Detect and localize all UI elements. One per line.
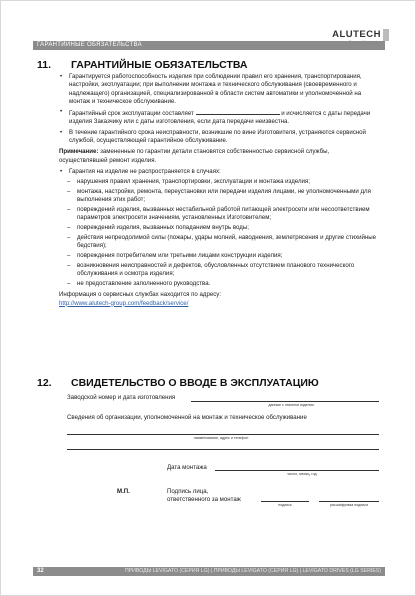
section-12-title: СВИДЕТЕЛЬСТВО О ВВОДЕ В ЭКСПЛУАТАЦИЮ xyxy=(71,377,319,389)
note-label: Примечание: xyxy=(59,148,99,156)
exclusion-item: – не предоставление заполненного руководства. xyxy=(67,280,379,288)
logo-tagline: Group of Companies xyxy=(348,40,381,44)
exclusion-item: – повреждения потребителем или третьими лицами конструкции изделия; xyxy=(67,252,379,260)
section-12-heading xyxy=(37,377,319,389)
footer-bar xyxy=(33,567,385,576)
exclusions-intro: • Гарантия на изделие не распространяется в случаях: xyxy=(59,168,379,176)
logo-brand: ALUTECH xyxy=(332,29,381,40)
warranty-period-text: и исчисляется с даты передачи изделия Заказчику или с даты изготовления, если дата передачи неизвестна. xyxy=(69,110,371,126)
service-link[interactable]: http://www.alutech-group.com/feedback/service/ xyxy=(59,299,189,307)
org-field-line-1[interactable] xyxy=(67,434,379,435)
page-number: 32 xyxy=(37,568,44,574)
section-11-number: 11. xyxy=(37,59,52,71)
exclusion-item: – возникновения неисправностей и дефектов, обусловленных отсутствием планового технического обслуживания и осмотра изделия; xyxy=(67,262,379,279)
signature-field[interactable] xyxy=(261,501,309,502)
signature-label-2: ответственного за монтаж xyxy=(167,496,241,503)
service-info: Информация о сервисных службах находится по адресу: xyxy=(59,291,222,299)
section-12-number: 12. xyxy=(37,377,52,389)
decode-hint: расшифровка подписи xyxy=(330,503,368,507)
footer-text: ПРИВОДЫ LEVIGATO (СЕРИЯ LG) | ПРИВОДЫ LEVIGATO (СЕРИЯ LG) | LEVIGATO DRIVES (LG SERIES) xyxy=(124,568,381,574)
warranty-period-label: Гарантийный срок эксплуатации составляет xyxy=(69,110,194,118)
signature-decode-field[interactable] xyxy=(319,501,379,502)
mount-date-field[interactable] xyxy=(215,470,379,471)
stamp-label: М.П. xyxy=(117,488,130,495)
exclusion-item: – монтажа, настройки, ремонта, переустановки или передачи изделия лицами, не уполномоченными для выполнения этих работ; xyxy=(67,188,379,205)
section-11-body xyxy=(59,73,379,308)
org-label: Сведения об организации, уполномоченной на монтаж и техническое обслуживание xyxy=(67,414,307,421)
signature-label-1: Подпись лица, xyxy=(167,488,209,495)
serial-label: Заводской номер и дата изготовления xyxy=(67,394,176,401)
section-11-heading xyxy=(37,59,248,71)
exclusion-item: – повреждений изделия, вызванных попаданием внутрь воды; xyxy=(67,224,379,232)
exclusion-item: – действия непреодолимой силы (пожары, удары молний, наводнения, землетрясения и другие стихийные бедствия); xyxy=(67,234,379,251)
signature-hint: подпись xyxy=(278,503,292,507)
warranty-bullet-3: • В течение гарантийного срока неисправности, возникшие по вине Изготовителя, устраняются сервисной службой, осуществляющей гарантийное обслуживание. xyxy=(59,129,379,146)
exclusion-item: – повреждений изделия, вызванных нестабильной работой питающей электросети или несоответствием параметров электросети значениям, установленных Изготовителем; xyxy=(67,206,379,223)
org-field-line-2[interactable] xyxy=(67,449,379,450)
warranty-period-field[interactable] xyxy=(196,108,280,115)
warranty-bullet-2 xyxy=(59,108,379,127)
mount-date-label: Дата монтажа xyxy=(167,464,207,471)
serial-field[interactable] xyxy=(191,401,379,402)
warranty-note xyxy=(59,148,379,165)
warranty-bullet-1: • Гарантируется работоспособность изделия при соблюдении правил его хранения, транспортирования, настройки, эксплуатации; при выполнении монтажа и технического обслуживания (своевременного и надлежащего) организацией, специализированной в области систем автоматики и уполномоченной на монтаж и техническое обслуживание. xyxy=(59,73,379,106)
alutech-logo xyxy=(332,29,381,44)
org-hint: наименование, адрес и телефон xyxy=(193,436,249,440)
note-text: замененные по гарантии детали становятся собственностью сервисной службы, осуществлявшей ремонт изделия. xyxy=(59,148,330,164)
logo-mark-icon xyxy=(383,29,389,41)
mount-date-hint: число, месяц, год xyxy=(287,472,317,476)
serial-hint: данные с этикетки изделия xyxy=(268,403,314,407)
section-11-title: ГАРАНТИЙНЫЕ ОБЯЗАТЕЛЬСТВА xyxy=(71,59,248,71)
section-header-label: ГАРАНТИЙНЫЕ ОБЯЗАТЕЛЬСТВА xyxy=(37,42,142,48)
exclusion-item: – нарушения правил хранения, транспортировки, эксплуатации и монтажа изделия; xyxy=(67,178,379,186)
